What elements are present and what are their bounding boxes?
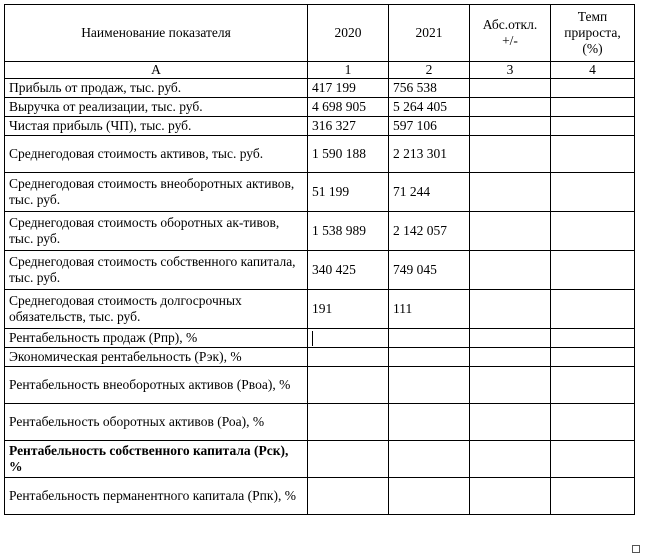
column-index-cell: 2 <box>389 62 470 79</box>
indicators-table <box>4 4 635 515</box>
header-year-2021: 2021 <box>389 5 470 62</box>
growth-rate-cell[interactable] <box>551 367 635 404</box>
indicator-name-cell[interactable]: Рентабельность перманентного капитала (Рпк), % <box>5 478 308 515</box>
growth-rate-cell[interactable] <box>551 98 635 117</box>
growth-rate-cell[interactable] <box>551 441 635 478</box>
value-2021-cell[interactable] <box>389 367 470 404</box>
growth-rate-cell[interactable] <box>551 329 635 348</box>
value-2021-cell[interactable]: 597 106 <box>389 117 470 136</box>
value-2021-cell[interactable] <box>389 348 470 367</box>
value-2021-cell[interactable] <box>389 329 470 348</box>
indicator-name-cell[interactable]: Среднегодовая стоимость долгосрочных обязательств, тыс. руб. <box>5 290 308 329</box>
absolute-deviation-cell[interactable] <box>470 251 551 290</box>
growth-rate-cell[interactable] <box>551 212 635 251</box>
indicator-name-cell[interactable]: Рентабельность собственного капитала (Рск), % <box>5 441 308 478</box>
absolute-deviation-cell[interactable] <box>470 117 551 136</box>
header-growth-rate: Темп прироста, (%) <box>551 5 635 62</box>
value-2020-cell[interactable] <box>308 367 389 404</box>
growth-rate-cell[interactable] <box>551 348 635 367</box>
table-row <box>5 79 635 98</box>
value-2021-cell[interactable] <box>389 404 470 441</box>
value-2020-cell[interactable]: 316 327 <box>308 117 389 136</box>
absolute-deviation-cell[interactable] <box>470 173 551 212</box>
value-2020-cell[interactable] <box>308 348 389 367</box>
absolute-deviation-cell[interactable] <box>470 367 551 404</box>
table-row <box>5 478 635 515</box>
indicator-name-cell[interactable]: Экономическая рентабельность (Рэк), % <box>5 348 308 367</box>
value-2020-cell[interactable]: 340 425 <box>308 251 389 290</box>
value-2021-cell[interactable]: 749 045 <box>389 251 470 290</box>
text-cursor <box>312 331 313 346</box>
value-2021-cell[interactable]: 756 538 <box>389 79 470 98</box>
value-2021-cell[interactable] <box>389 478 470 515</box>
header-indicator-name: Наименование показателя <box>5 5 308 62</box>
absolute-deviation-cell[interactable] <box>470 478 551 515</box>
value-2021-cell[interactable]: 71 244 <box>389 173 470 212</box>
table-row <box>5 404 635 441</box>
absolute-deviation-cell[interactable] <box>470 212 551 251</box>
growth-rate-cell[interactable] <box>551 404 635 441</box>
value-2020-cell[interactable]: 417 199 <box>308 79 389 98</box>
growth-rate-cell[interactable] <box>551 251 635 290</box>
column-index-cell: А <box>5 62 308 79</box>
indicator-name-cell[interactable]: Среднегодовая стоимость внеоборотных активов, тыс. руб. <box>5 173 308 212</box>
table-row <box>5 441 635 478</box>
value-2020-cell[interactable]: 4 698 905 <box>308 98 389 117</box>
table-row <box>5 367 635 404</box>
absolute-deviation-cell[interactable] <box>470 441 551 478</box>
absolute-deviation-cell[interactable] <box>470 98 551 117</box>
growth-rate-cell[interactable] <box>551 117 635 136</box>
growth-rate-cell[interactable] <box>551 290 635 329</box>
indicator-name-cell[interactable]: Рентабельность оборотных активов (Роа), % <box>5 404 308 441</box>
value-2020-cell[interactable] <box>308 478 389 515</box>
value-2021-cell[interactable]: 2 142 057 <box>389 212 470 251</box>
value-2020-cell[interactable]: 1 538 989 <box>308 212 389 251</box>
growth-rate-cell[interactable] <box>551 79 635 98</box>
indicator-name-cell[interactable]: Выручка от реализации, тыс. руб. <box>5 98 308 117</box>
value-2020-cell[interactable]: 191 <box>308 290 389 329</box>
table-row <box>5 329 635 348</box>
growth-rate-cell[interactable] <box>551 136 635 173</box>
header-year-2020: 2020 <box>308 5 389 62</box>
column-index-cell: 1 <box>308 62 389 79</box>
value-2020-cell[interactable]: 1 590 188 <box>308 136 389 173</box>
header-absolute-deviation: Абс.откл. +/- <box>470 5 551 62</box>
table-row <box>5 212 635 251</box>
value-2021-cell[interactable] <box>389 441 470 478</box>
indicator-name-cell[interactable]: Рентабельность внеоборотных активов (Рвоа), % <box>5 367 308 404</box>
value-2021-cell[interactable]: 2 213 301 <box>389 136 470 173</box>
column-index-cell: 4 <box>551 62 635 79</box>
growth-rate-cell[interactable] <box>551 478 635 515</box>
table-row <box>5 117 635 136</box>
value-2021-cell[interactable]: 111 <box>389 290 470 329</box>
indicator-name-cell[interactable]: Чистая прибыль (ЧП), тыс. руб. <box>5 117 308 136</box>
growth-rate-cell[interactable] <box>551 173 635 212</box>
value-2020-cell[interactable] <box>308 441 389 478</box>
column-index-cell: 3 <box>470 62 551 79</box>
value-2020-cell[interactable]: 51 199 <box>308 173 389 212</box>
value-2021-cell[interactable]: 5 264 405 <box>389 98 470 117</box>
table-resize-handle[interactable] <box>632 545 640 553</box>
header-row <box>5 5 635 62</box>
table-row <box>5 251 635 290</box>
indicator-name-cell[interactable]: Среднегодовая стоимость собственного капитала, тыс. руб. <box>5 251 308 290</box>
absolute-deviation-cell[interactable] <box>470 348 551 367</box>
column-index-row <box>5 62 635 79</box>
table-row <box>5 173 635 212</box>
table-row <box>5 136 635 173</box>
absolute-deviation-cell[interactable] <box>470 290 551 329</box>
value-2020-cell[interactable] <box>308 404 389 441</box>
absolute-deviation-cell[interactable] <box>470 136 551 173</box>
value-2020-cell[interactable] <box>308 329 389 348</box>
absolute-deviation-cell[interactable] <box>470 329 551 348</box>
indicator-name-cell[interactable]: Среднегодовая стоимость активов, тыс. руб. <box>5 136 308 173</box>
table-row <box>5 348 635 367</box>
indicator-name-cell[interactable]: Рентабельность продаж (Рпр), % <box>5 329 308 348</box>
indicator-name-cell[interactable]: Среднегодовая стоимость оборотных ак-тивов, тыс. руб. <box>5 212 308 251</box>
absolute-deviation-cell[interactable] <box>470 79 551 98</box>
table-row <box>5 98 635 117</box>
indicator-name-cell[interactable]: Прибыль от продаж, тыс. руб. <box>5 79 308 98</box>
absolute-deviation-cell[interactable] <box>470 404 551 441</box>
table-row <box>5 290 635 329</box>
